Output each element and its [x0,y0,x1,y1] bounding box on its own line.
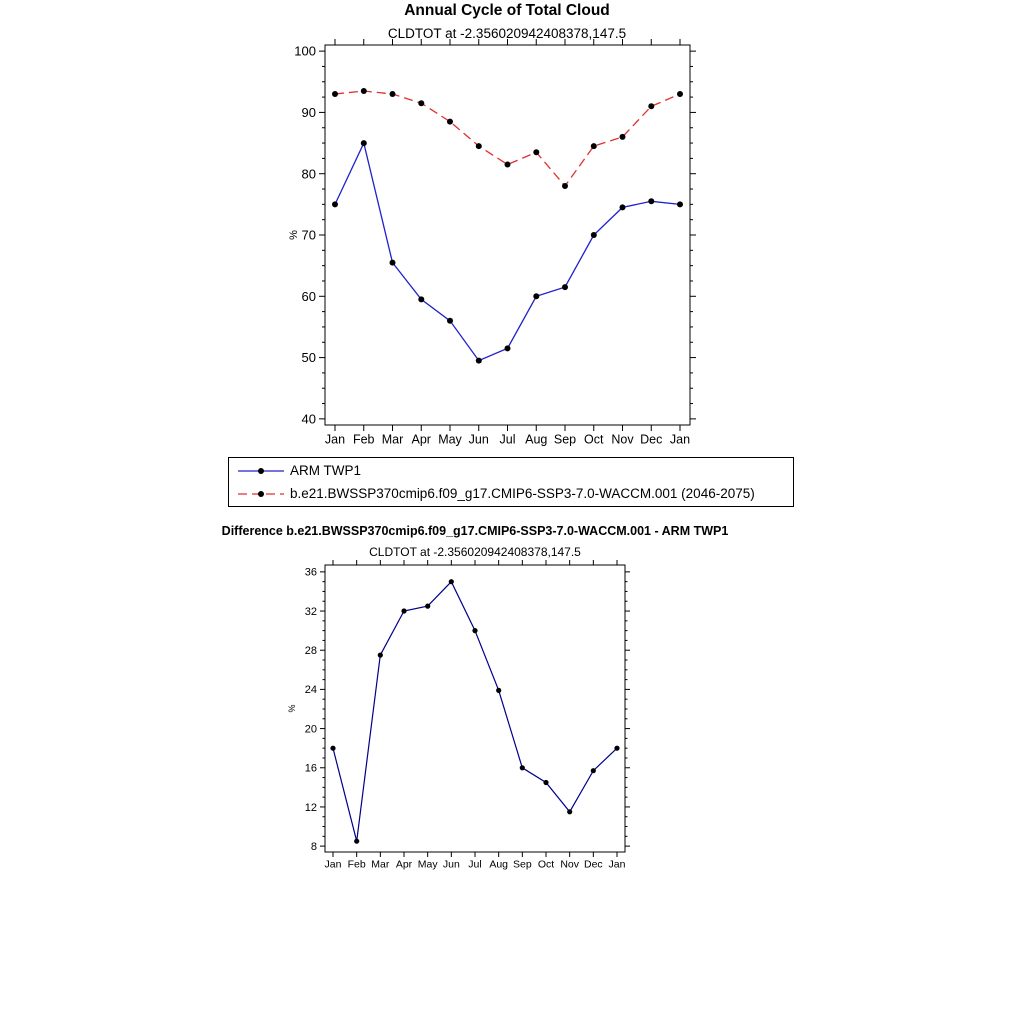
y-tick-label: 40 [301,411,316,427]
legend-label: ARM TWP1 [290,463,362,478]
x-tick-label: Oct [537,858,555,871]
data-point-marker [476,358,482,364]
data-point-marker [677,91,683,97]
y-tick-label: 24 [304,684,317,697]
x-tick-label: Apr [411,432,431,447]
x-tick-label: Feb [347,858,366,871]
data-point-marker [390,91,396,97]
x-tick-label: Mar [371,858,390,871]
annual-cycle-title: Annual Cycle of Total Cloud [404,2,610,19]
x-tick-label: Mar [381,432,404,447]
data-point-marker [620,204,626,210]
x-tick-label: Jan [324,858,342,871]
difference-title: Difference b.e21.BWSSP370cmip6.f09_g17.CMIP6-SSP3-7.0-WACCM.001 - ARM TWP1 [221,524,729,538]
data-point-marker [361,140,367,146]
x-tick-label: Jul [499,432,516,447]
y-tick-label: 12 [304,801,317,814]
y-tick-label: 32 [304,605,317,618]
data-point-marker [332,91,338,97]
legend-line-sample [236,464,286,478]
x-tick-label: Feb [352,432,375,447]
x-tick-label: Apr [395,858,413,871]
x-tick-label: Oct [584,432,604,447]
x-tick-label: Nov [611,432,634,447]
data-point-marker [354,839,359,844]
data-point-marker [520,765,525,770]
data-point-marker [677,201,683,207]
x-tick-label: Aug [525,432,548,447]
y-tick-label: 28 [304,645,317,658]
difference-plot [260,557,680,887]
data-point-marker [567,809,572,814]
data-point-marker [476,143,482,149]
data-point-marker [562,284,568,290]
x-tick-label: Jun [468,432,489,447]
data-point-marker [648,103,654,109]
y-tick-label: 70 [301,227,316,243]
x-tick-label: Dec [583,858,603,871]
legend-line-sample [236,487,286,501]
x-tick-label: Dec [640,432,663,447]
x-tick-label: Nov [560,858,580,871]
data-point-marker [447,318,453,324]
series-line [333,582,617,842]
y-tick-label: 50 [301,350,316,366]
x-tick-label: Sep [512,858,532,871]
data-point-marker [620,134,626,140]
data-point-marker [591,768,596,773]
legend-item [236,459,793,482]
y-axis-label: % [287,704,297,713]
data-point-marker [496,688,501,693]
data-point-marker [390,260,396,266]
difference-subtitle: CLDTOT at -2.356020942408378,147.5 [369,545,581,559]
data-point-marker [533,293,539,299]
legend [228,457,794,507]
legend-label: b.e21.BWSSP370cmip6.f09_g17.CMIP6-SSP3-7.0-WACCM.001 (2046-2075) [290,486,755,501]
y-tick-label: 60 [301,288,316,304]
data-point-marker [418,100,424,106]
x-tick-label: Jan [669,432,691,447]
data-point-marker [591,143,597,149]
y-tick-label: 36 [304,566,317,579]
x-tick-label: Jul [468,858,482,871]
x-tick-label: May [417,858,438,871]
y-tick-label: 80 [301,166,316,182]
series-line [335,143,680,361]
data-point-marker [401,608,406,613]
data-point-marker [543,780,548,785]
data-point-marker [472,628,477,633]
data-point-marker [418,296,424,302]
y-tick-label: 16 [304,762,317,775]
data-point-marker [614,746,619,751]
data-point-marker [505,345,511,351]
data-point-marker [330,746,335,751]
annual-cycle-plot [230,22,730,454]
data-point-marker [505,162,511,168]
legend-item [236,482,793,505]
series-line [335,91,680,186]
data-point-marker [447,119,453,125]
data-point-marker [562,183,568,189]
y-axis-label: % [288,230,300,240]
data-point-marker [361,88,367,94]
data-point-marker [378,653,383,658]
x-tick-label: Jan [324,432,346,447]
y-tick-label: 20 [304,723,317,736]
data-point-marker [648,198,654,204]
y-tick-label: 90 [301,104,316,120]
data-point-marker [591,232,597,238]
y-tick-label: 8 [310,840,317,853]
x-tick-label: May [438,432,462,447]
data-point-marker [332,201,338,207]
x-tick-label: Jun [442,858,460,871]
data-point-marker [533,149,539,155]
data-point-marker [449,579,454,584]
y-tick-label: 100 [294,43,316,59]
x-tick-label: Sep [553,432,577,447]
x-tick-label: Jan [608,858,626,871]
x-tick-label: Aug [489,858,509,871]
annual-cycle-subtitle: CLDTOT at -2.356020942408378,147.5 [387,26,627,41]
data-point-marker [425,604,430,609]
